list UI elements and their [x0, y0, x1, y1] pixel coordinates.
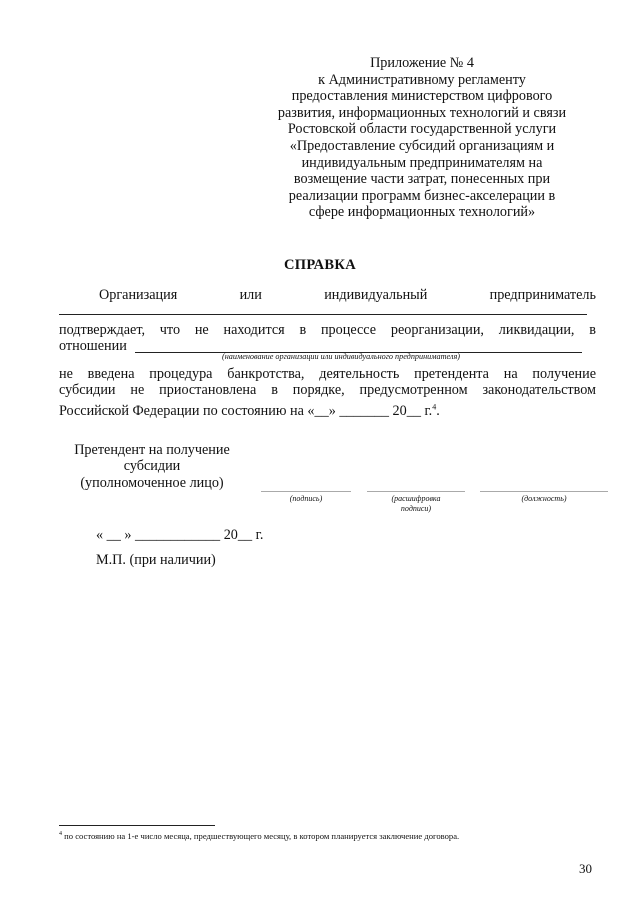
word: находится: [223, 322, 285, 338]
applicant-line: (уполномоченное лицо): [80, 474, 224, 491]
paragraph-last-line: Российской Федерации по состоянию на «__» _______ 20__ г.: [59, 402, 433, 419]
word: Организация: [99, 287, 178, 303]
footnote-mark: 4: [59, 831, 62, 838]
appendix-line: индивидуальным предпринимателям на: [301, 154, 543, 171]
caption-line: (расшифровка: [391, 494, 441, 503]
appendix-header: [272, 55, 572, 221]
word: процессе: [320, 322, 377, 338]
word: что: [159, 322, 181, 338]
stamp-line: М.П. (при наличии): [96, 552, 216, 568]
applicant-line: Претендент на получение: [74, 442, 230, 458]
signature-decoding-blank[interactable]: [367, 491, 465, 492]
body-paragraph: [59, 366, 596, 419]
appendix-line: предоставления министерством цифрового: [291, 88, 553, 105]
word: не: [194, 322, 209, 338]
paragraph-line: субсидии не приостановлена в порядке, предусмотренном законодательством: [59, 382, 596, 399]
footnote-divider: [59, 825, 215, 826]
signature-field[interactable]: [261, 491, 351, 504]
appendix-line: Приложение № 4: [370, 55, 474, 71]
signature-blank[interactable]: [261, 491, 351, 492]
signature-decoding-caption: [367, 494, 465, 514]
position-caption: (должность): [521, 494, 567, 503]
signature-decoding-field[interactable]: [367, 491, 465, 514]
word: подтверждает,: [59, 322, 145, 338]
word: предприниматель: [489, 287, 596, 303]
word: или: [239, 287, 262, 303]
caption-line: подписи): [400, 504, 432, 513]
appendix-line: к Административному регламенту: [318, 71, 526, 88]
word: в: [589, 322, 596, 338]
word: ликвидации,: [498, 322, 575, 338]
organization-name-blank[interactable]: [59, 314, 587, 315]
body-line-3-prefix: отношении: [59, 338, 127, 354]
page-number: 30: [579, 861, 592, 876]
position-blank[interactable]: [480, 491, 608, 492]
body-line-1: [59, 287, 596, 304]
footnote-reference[interactable]: 4: [432, 401, 437, 411]
word: в: [299, 322, 307, 338]
appendix-line: Ростовской области государственной услуги: [287, 121, 557, 138]
footnote-text: по состоянию на 1-е число месяца, предшествующего месяцу, в котором планируется заключение договора.: [62, 831, 460, 841]
position-field[interactable]: [480, 491, 608, 504]
applicant-label: [66, 442, 238, 491]
period: .: [436, 402, 440, 419]
appendix-line: сфере информационных технологий»: [308, 204, 536, 221]
signature-caption: (подпись): [289, 494, 323, 503]
footnote: [59, 831, 459, 841]
word: реорганизации,: [390, 322, 484, 338]
paragraph-line: не введена процедура банкротства, деятельность претендента на получение: [59, 366, 596, 382]
document-title: СПРАВКА: [284, 257, 356, 273]
appendix-line: «Предоставление субсидий организациям и: [289, 137, 555, 154]
applicant-line: субсидии: [123, 458, 181, 475]
appendix-line: возмещение части затрат, понесенных при: [293, 171, 551, 188]
appendix-line: реализации программ бизнес-акселерации в: [288, 187, 556, 204]
date-line[interactable]: « __ » ____________ 20__ г.: [96, 527, 264, 543]
word: индивидуальный: [324, 287, 428, 303]
appendix-line: развития, информационных технологий и связи: [277, 104, 567, 121]
recipient-name-caption: (наименование организации или индивидуального предпринимателя): [222, 352, 461, 361]
paragraph-line: [59, 403, 440, 419]
body-line-2: [59, 322, 596, 339]
